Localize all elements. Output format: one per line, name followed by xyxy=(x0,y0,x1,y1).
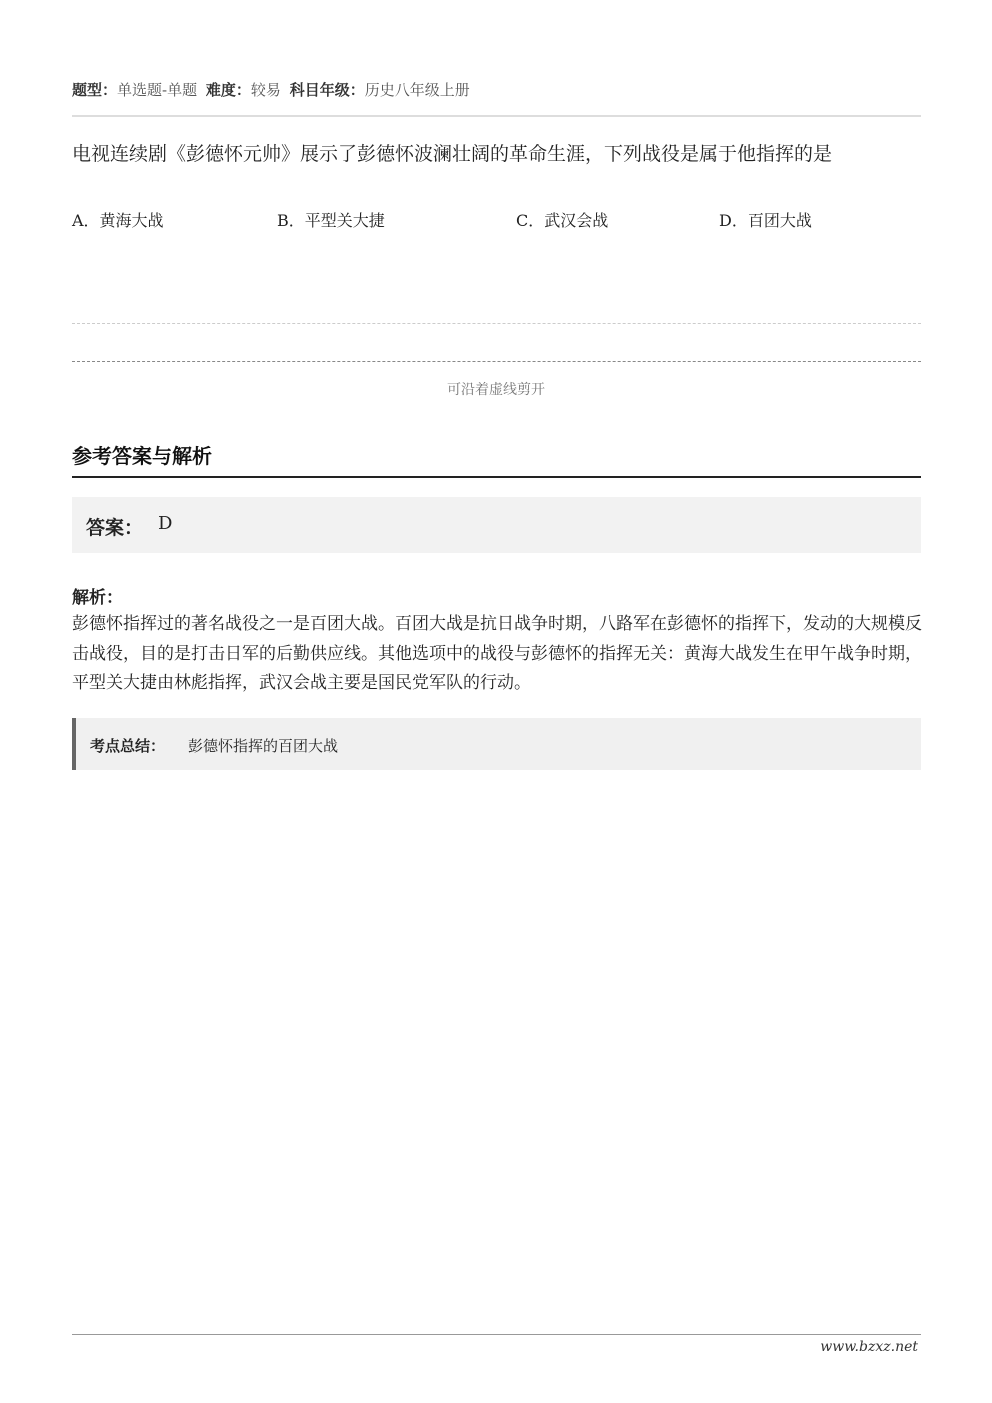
difficulty-label: 难度： xyxy=(205,81,251,99)
footer-divider xyxy=(72,1334,921,1335)
difficulty-value: 较易 xyxy=(250,81,281,99)
subject-value: 历史八年级上册 xyxy=(364,81,470,99)
question-text: 电视连续剧《彭德怀元帅》展示了彭德怀波澜壮阔的革命生涯，下列战役是属于他指挥的是 xyxy=(72,143,833,165)
cut-line xyxy=(72,361,921,362)
analysis-label: 解析： xyxy=(72,588,123,608)
answer-box xyxy=(72,497,921,553)
option-a: A．黄海大战 xyxy=(72,211,164,230)
analysis-text: 彭德怀指挥过的著名战役之一是百团大战。百团大战是抗日战争时期，八路军在彭德怀的指挥下，发动的大规模反击战役，目的是打击日军的后勤供应线。其他选项中的战役与彭德怀的指挥无关：黄海大战发生在甲午战争时期，平型关大捷由林彪指挥，武汉会战主要是国民党军队的行动。 xyxy=(72,614,922,693)
subject-label: 科目年级： xyxy=(289,81,365,99)
keypoint-label: 考点总结： xyxy=(90,737,166,755)
type-value: 单选题-单题 xyxy=(117,81,198,99)
option-b: B．平型关大捷 xyxy=(277,211,385,230)
footer-site: www.bzxz.net xyxy=(820,1339,918,1355)
cut-note: 可沿着虚线剪开 xyxy=(447,382,545,398)
keypoint-value: 彭德怀指挥的百团大战 xyxy=(188,737,339,755)
option-c: C．武汉会战 xyxy=(516,211,609,230)
type-label: 题型： xyxy=(72,81,118,99)
dashed-line xyxy=(72,323,921,324)
section-divider xyxy=(72,476,921,478)
answer-value: D xyxy=(158,513,173,534)
divider xyxy=(72,115,921,117)
question-meta xyxy=(72,79,474,100)
option-d: D．百团大战 xyxy=(719,211,812,230)
answer-label: 答案： xyxy=(86,517,144,539)
section-title: 参考答案与解析 xyxy=(72,444,212,468)
keypoint-box xyxy=(72,718,921,770)
